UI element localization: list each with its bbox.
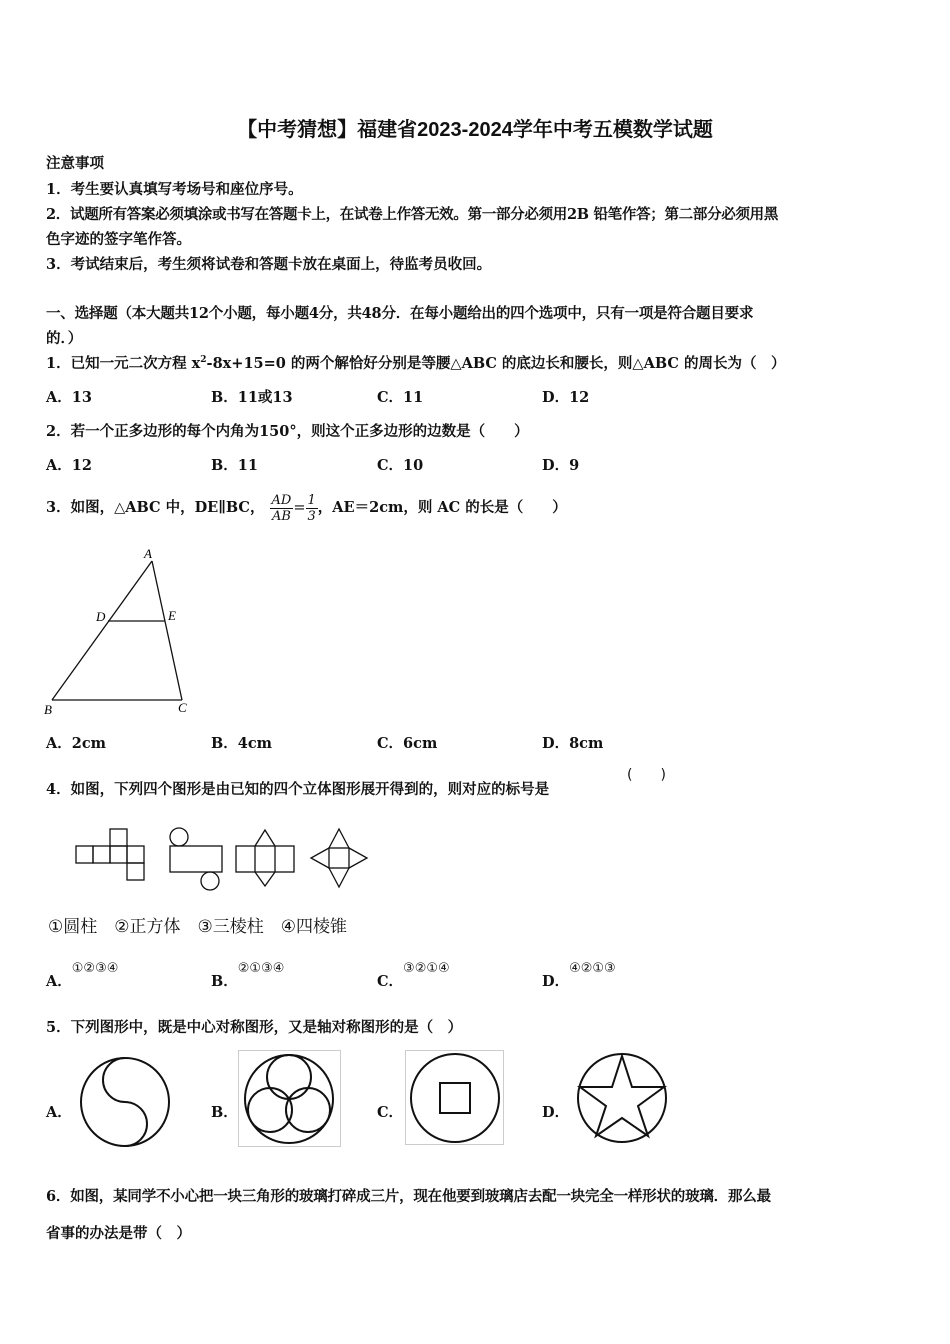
fraction-ad-ab: $\frac{AD}{AB}$ (271, 492, 292, 524)
net-cube (76, 828, 148, 884)
q5-option-c[interactable]: C． (377, 1104, 404, 1121)
yin-yang-figure (78, 1055, 172, 1149)
question-3-pre: 3．如图，△ABC 中，DE∥BC， (46, 499, 265, 516)
question-1 (46, 352, 785, 373)
question-5: 5．下列图形中，既是中心对称图形，又是轴对称图形的是（ ） (46, 1019, 463, 1036)
q4-option-a[interactable]: A．①②③④ (46, 961, 119, 990)
q4-option-b[interactable]: B．②①③④ (211, 961, 285, 990)
net-triangular-prism (235, 826, 297, 886)
three-circles-figure (238, 1050, 342, 1148)
coin-figure (405, 1050, 505, 1146)
section-heading-line2: 的．） (46, 330, 83, 347)
equals-sign: = (293, 500, 306, 516)
q3-option-b[interactable]: B．4cm (211, 735, 273, 752)
question-1-pre: 1．已知一元二次方程 x (46, 355, 201, 372)
notice-item-1: 1．考生要认真填写考场号和座位序号。 (46, 181, 303, 198)
q5-option-b[interactable]: B． (211, 1104, 238, 1121)
q2-option-a[interactable]: A．12 (46, 457, 92, 474)
q5-option-a[interactable]: A． (46, 1104, 72, 1121)
net-cylinder (168, 826, 226, 890)
label-a: A (144, 546, 152, 561)
q3-option-d[interactable]: D．8cm (542, 735, 604, 752)
question-3-post: ，AE＝2cm，则 AC 的长是（ ） (317, 499, 567, 516)
question-1-sup: 2 (200, 355, 207, 366)
q3-option-a[interactable]: A．2cm (46, 735, 107, 752)
q3-option-c[interactable]: C．6cm (377, 735, 438, 752)
section-heading-line1: 一、选择题（本大题共12个小题，每小题4分，共48分．在每小题给出的四个选项中，只有一项是符合题目要求 (46, 305, 754, 322)
question-6-line2: 省事的办法是带（ ） (46, 1225, 191, 1242)
q2-option-d[interactable]: D．9 (542, 457, 580, 474)
question-4-paren: ( ) (627, 767, 666, 783)
q2-option-b[interactable]: B．11 (211, 457, 258, 474)
q2-option-c[interactable]: C．10 (377, 457, 424, 474)
q4-option-d-value: ④②①③ (569, 961, 616, 976)
notice-heading: 注意事项 (46, 155, 104, 172)
q5-option-d[interactable]: D． (542, 1104, 570, 1121)
q4-option-c-value: ③②①④ (403, 961, 450, 976)
q4-option-a-value: ①②③④ (71, 961, 119, 976)
q1-option-c[interactable]: C．11 (377, 389, 424, 406)
notice-item-2: 2．试题所有答案必须填涂或书写在答题卡上，在试卷上作答无效。第一部分必须用2B 铅笔作答；第二部分必须用黑 (46, 206, 779, 223)
label-c: C (178, 700, 187, 715)
q1-option-a[interactable]: A．13 (46, 389, 92, 406)
label-b: B (44, 702, 52, 717)
q1-option-b[interactable]: B．11或13 (211, 389, 293, 406)
question-4: 4．如图，下列四个图形是由已知的四个立体图形展开得到的，则对应的标号是 (46, 781, 550, 798)
q1-option-d[interactable]: D．12 (542, 389, 590, 406)
solids-legend: ①圆柱 ②正方体 ③三棱柱 ④四棱锥 (48, 917, 347, 937)
net-square-pyramid (310, 828, 368, 888)
question-6-line1: 6．如图，某同学不小心把一块三角形的玻璃打碎成三片，现在他要到玻璃店去配一块完全一样形状的玻璃．那么最 (46, 1188, 771, 1205)
page-title: 【中考猜想】福建省2023-2024学年中考五模数学试题 (237, 119, 713, 141)
question-3 (46, 490, 567, 526)
notice-item-3: 3．考试结束后，考生须将试卷和答题卡放在桌面上，待监考员收回。 (46, 256, 492, 273)
q4-option-b-value: ②①③④ (237, 961, 285, 976)
question-1-post: -8x+15=0 的两个解恰好分别是等腰△ABC 的底边长和腰长，则△ABC 的周长为（ ） (206, 355, 786, 372)
question-2: 2．若一个正多边形的每个内角为150°，则这个正多边形的边数是（ ） (46, 423, 529, 440)
fraction-one-third: $\frac{1}{3}$ (307, 492, 316, 524)
notice-item-2-cont: 色字迹的签字笔作答。 (46, 231, 191, 248)
star-in-circle-figure (574, 1050, 670, 1146)
q4-option-d[interactable]: D．④②①③ (542, 961, 616, 990)
triangle-figure (40, 545, 200, 720)
q4-option-c[interactable]: C．③②①④ (377, 961, 450, 990)
label-e: E (168, 608, 176, 623)
label-d: D (96, 609, 106, 624)
